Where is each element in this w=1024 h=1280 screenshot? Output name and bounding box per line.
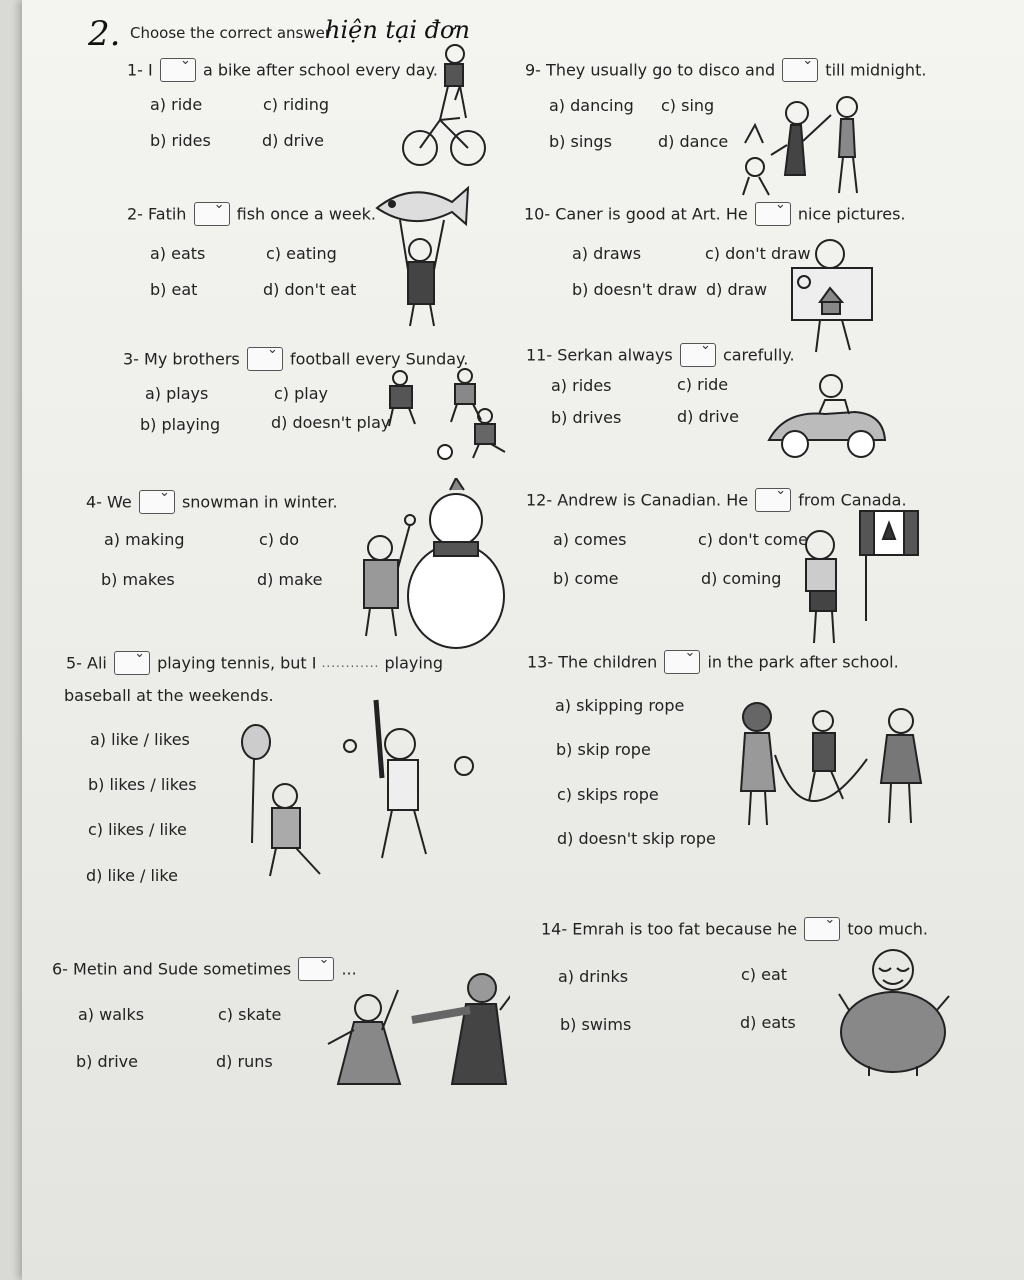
question-6-suffix: ... bbox=[341, 959, 357, 979]
question-5-middle: playing tennis, but I bbox=[157, 653, 317, 673]
q9-option-b: b) sings bbox=[549, 132, 612, 151]
answer-dropdown-10[interactable] bbox=[755, 202, 791, 226]
question-10 bbox=[524, 202, 906, 226]
answer-dropdown-4[interactable] bbox=[139, 490, 175, 514]
question-2-prefix: 2- Fatih bbox=[127, 204, 187, 224]
question-11 bbox=[526, 343, 795, 367]
question-10-suffix: nice pictures. bbox=[797, 204, 906, 224]
question-1-prefix: 1- I bbox=[127, 60, 153, 80]
car-driver-illustration bbox=[765, 370, 890, 475]
q1-option-d: d) drive bbox=[262, 131, 324, 150]
q5-option-b: b) likes / likes bbox=[88, 775, 197, 794]
answer-dropdown-11[interactable] bbox=[680, 343, 716, 367]
q4-option-d: d) make bbox=[257, 570, 323, 589]
q13-option-a: a) skipping rope bbox=[555, 696, 685, 715]
q10-option-c: c) don't draw bbox=[705, 244, 811, 263]
q2-option-d: d) don't eat bbox=[263, 280, 357, 299]
question-11-suffix: carefully. bbox=[722, 345, 795, 365]
q12-option-a: a) comes bbox=[553, 530, 627, 549]
q9-option-d: d) dance bbox=[658, 132, 729, 151]
answer-dropdown-14[interactable] bbox=[804, 917, 840, 941]
answer-dropdown-13[interactable] bbox=[664, 650, 700, 674]
q2-option-c: c) eating bbox=[266, 244, 337, 263]
q10-option-b: b) doesn't draw bbox=[572, 280, 698, 299]
q13-option-c: c) skips rope bbox=[557, 785, 659, 804]
question-12-prefix: 12- Andrew is Canadian. He bbox=[526, 490, 749, 510]
question-1-suffix: a bike after school every day. bbox=[202, 60, 438, 80]
football-players-illustration bbox=[385, 366, 520, 466]
q6-option-c: c) skate bbox=[218, 1005, 282, 1024]
q13-option-d: d) doesn't skip rope bbox=[557, 829, 716, 848]
question-13 bbox=[527, 650, 899, 674]
bike-rider-illustration bbox=[400, 40, 490, 170]
q11-option-a: a) rides bbox=[551, 376, 612, 395]
q11-option-b: b) drives bbox=[551, 408, 622, 427]
canadian-boy-illustration bbox=[800, 505, 920, 650]
question-4 bbox=[86, 490, 338, 514]
fish-holder-illustration bbox=[372, 180, 472, 330]
question-13-prefix: 13- The children bbox=[527, 652, 658, 672]
q2-option-a: a) eats bbox=[150, 244, 206, 263]
skaters-illustration bbox=[320, 960, 510, 1085]
question-5-blank-2: ............ bbox=[321, 656, 380, 670]
question-9-prefix: 9- They usually go to disco and bbox=[525, 60, 776, 80]
drawing-boy-illustration bbox=[790, 232, 880, 362]
q12-option-d: d) coming bbox=[701, 569, 782, 588]
question-10-prefix: 10- Caner is good at Art. He bbox=[524, 204, 748, 224]
question-4-suffix: snowman in winter. bbox=[181, 492, 338, 512]
q3-option-b: b) playing bbox=[140, 415, 221, 434]
question-14-prefix: 14- Emrah is too fat because he bbox=[541, 919, 798, 939]
question-6 bbox=[52, 957, 357, 981]
q4-option-c: c) do bbox=[259, 530, 300, 549]
q14-option-c: c) eat bbox=[741, 965, 788, 984]
question-2 bbox=[127, 202, 376, 226]
question-2-suffix: fish once a week. bbox=[236, 204, 376, 224]
question-9-suffix: till midnight. bbox=[825, 60, 927, 80]
q4-option-a: a) making bbox=[104, 530, 185, 549]
q6-option-d: d) runs bbox=[216, 1052, 273, 1071]
question-4-prefix: 4- We bbox=[86, 492, 132, 512]
question-14-suffix: too much. bbox=[847, 919, 928, 939]
q5-option-d: d) like / like bbox=[86, 866, 178, 885]
q6-option-a: a) walks bbox=[78, 1005, 145, 1024]
q11-option-c: c) ride bbox=[677, 375, 729, 394]
q12-option-b: b) come bbox=[553, 569, 619, 588]
answer-dropdown-9[interactable] bbox=[782, 58, 818, 82]
question-5-prefix: 5- Ali bbox=[66, 653, 107, 673]
question-12-suffix: from Canada. bbox=[798, 490, 907, 510]
question-1 bbox=[127, 58, 438, 82]
fat-boy-illustration bbox=[835, 940, 953, 1080]
q2-option-b: b) eat bbox=[150, 280, 198, 299]
q10-option-d: d) draw bbox=[706, 280, 768, 299]
q1-option-b: b) rides bbox=[150, 131, 211, 150]
q14-option-a: a) drinks bbox=[558, 967, 629, 986]
question-3-suffix: football every Sunday. bbox=[289, 349, 469, 369]
exercise-number: 2. bbox=[88, 14, 121, 54]
q1-option-c: c) riding bbox=[263, 95, 330, 114]
instruction-text: Choose the correct answer bbox=[130, 24, 331, 42]
answer-dropdown-1[interactable] bbox=[160, 58, 196, 82]
q14-option-d: d) eats bbox=[740, 1013, 796, 1032]
q6-option-b: b) drive bbox=[76, 1052, 138, 1071]
skipping-children-illustration bbox=[735, 695, 925, 835]
q3-option-c: c) play bbox=[274, 384, 328, 403]
q12-option-c: c) don't come bbox=[698, 530, 808, 549]
q3-option-d: d) doesn't play bbox=[271, 413, 391, 432]
question-5 bbox=[66, 651, 443, 675]
q5-option-c: c) likes / like bbox=[88, 820, 187, 839]
q10-option-a: a) draws bbox=[572, 244, 642, 263]
q5-option-a: a) like / likes bbox=[90, 730, 190, 749]
dancers-illustration bbox=[735, 85, 875, 200]
q3-option-a: a) plays bbox=[145, 384, 209, 403]
answer-dropdown-2[interactable] bbox=[194, 202, 230, 226]
q13-option-b: b) skip rope bbox=[556, 740, 651, 759]
snowman-illustration bbox=[352, 478, 507, 653]
question-11-prefix: 11- Serkan always bbox=[526, 345, 673, 365]
question-3-prefix: 3- My brothers bbox=[123, 349, 240, 369]
question-13-suffix: in the park after school. bbox=[707, 652, 899, 672]
question-9 bbox=[525, 58, 926, 82]
question-5-suffix: playing bbox=[384, 653, 444, 673]
answer-dropdown-12[interactable] bbox=[755, 488, 791, 512]
q14-option-b: b) swims bbox=[560, 1015, 632, 1034]
q11-option-d: d) drive bbox=[677, 407, 739, 426]
answer-dropdown-5[interactable] bbox=[114, 651, 150, 675]
q9-option-c: c) sing bbox=[661, 96, 715, 115]
question-5-line-2: baseball at the weekends. bbox=[64, 686, 274, 705]
tennis-baseball-illustration bbox=[240, 698, 475, 890]
handwritten-note: hiện tại đơn bbox=[325, 16, 470, 44]
question-14 bbox=[541, 917, 928, 941]
question-6-prefix: 6- Metin and Sude sometimes bbox=[52, 959, 292, 979]
q1-option-a: a) ride bbox=[150, 95, 203, 114]
answer-dropdown-3[interactable] bbox=[247, 347, 283, 371]
q9-option-a: a) dancing bbox=[549, 96, 634, 115]
q4-option-b: b) makes bbox=[101, 570, 175, 589]
